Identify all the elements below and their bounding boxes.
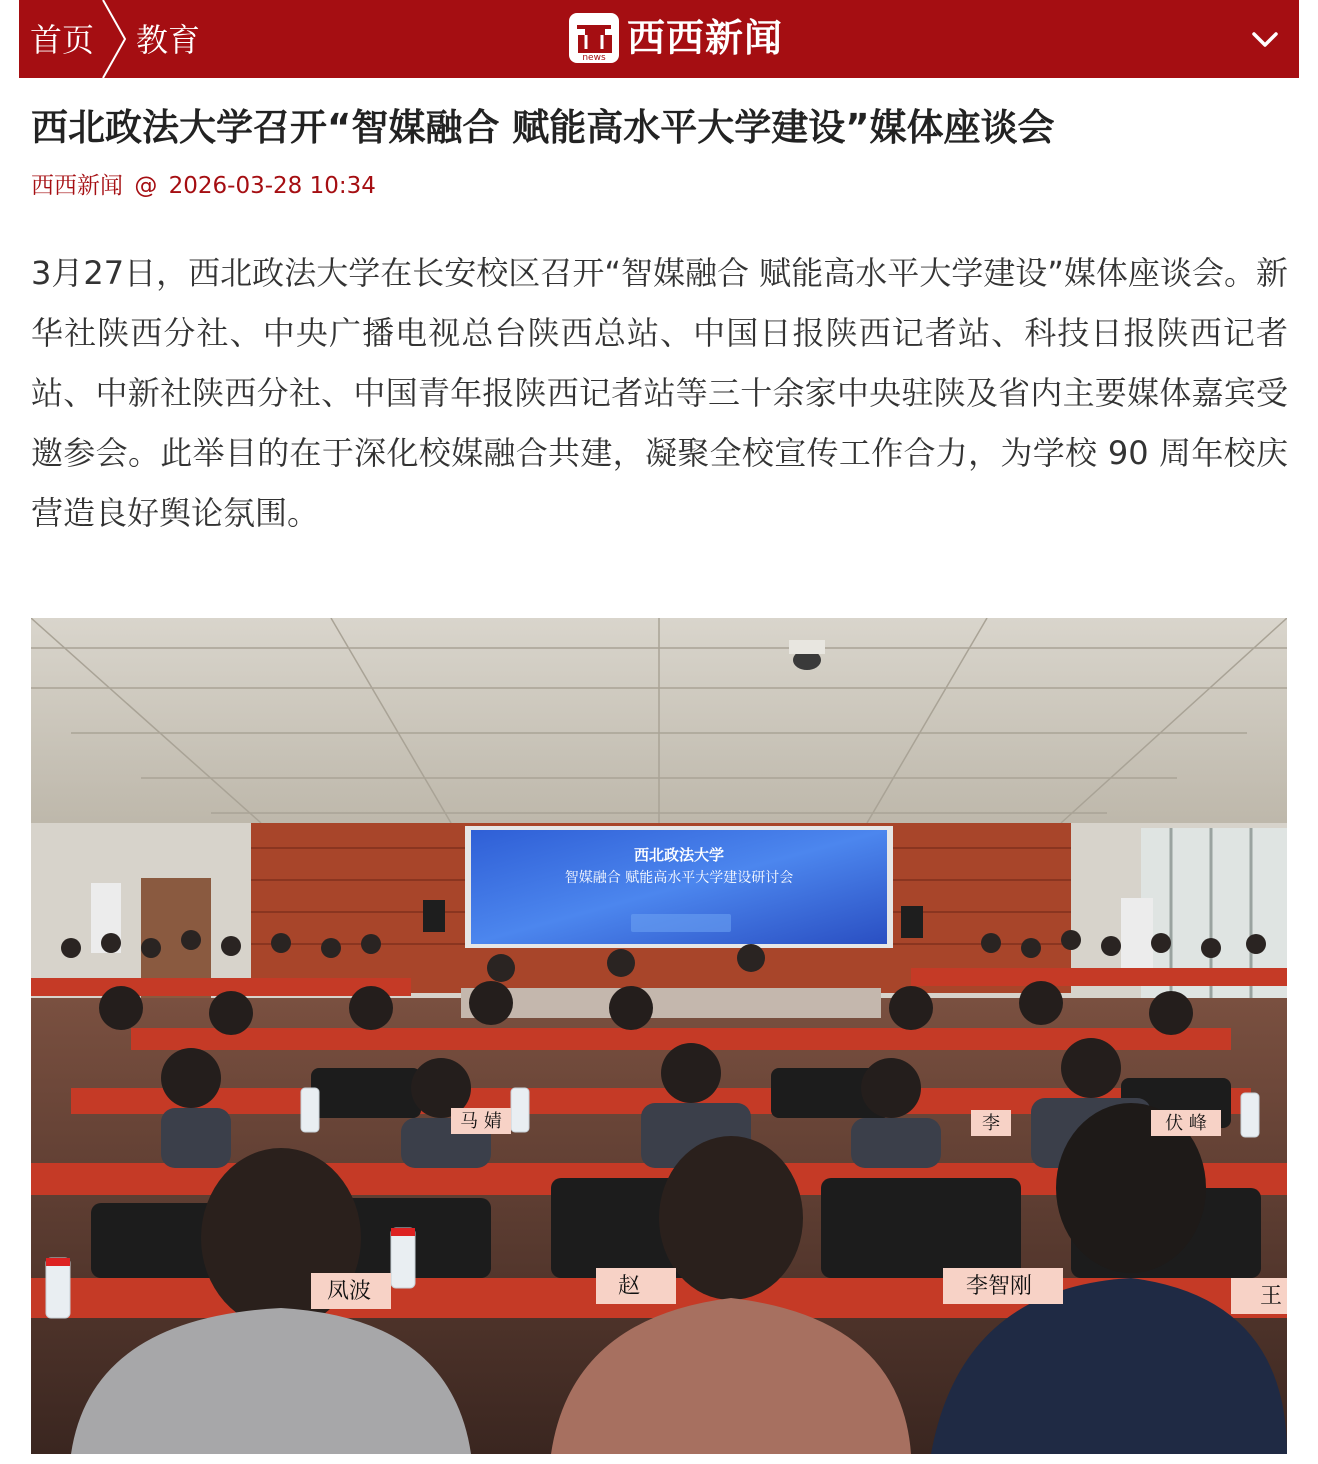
article-meta [31, 170, 376, 202]
article-source: 西西新闻 [31, 173, 123, 199]
chevron-down-icon[interactable] [1245, 22, 1285, 58]
logo-sub-text: news [582, 53, 606, 63]
breadcrumb-separator-icon [99, 0, 131, 78]
breadcrumb-category-link[interactable]: 教育 [136, 21, 201, 59]
nameplate-2: 李 [982, 1113, 1000, 1134]
conference-photo-illustration [31, 618, 1287, 1454]
xixi-news-logo-icon [569, 13, 619, 63]
top-navigation-bar [19, 0, 1299, 78]
nameplate-4: 凤波 [326, 1279, 372, 1304]
screen-line-2: 智媒融合 赋能高水平大学建设研讨会 [564, 870, 794, 886]
breadcrumb-home-link[interactable]: 首页 [30, 21, 95, 59]
screen-line-1: 西北政法大学 [633, 846, 725, 864]
nameplate-7: 王 [1259, 1284, 1283, 1309]
nameplate-1: 马 婧 [460, 1111, 502, 1132]
article-title: 西北政法大学召开“智媒融合 赋能高水平大学建设”媒体座谈会 [31, 106, 1055, 149]
article-datetime: 2026-03-28 10:34 [168, 173, 376, 199]
meta-separator: @ [134, 173, 158, 199]
article-photo [31, 618, 1287, 1454]
nameplate-3: 伏 峰 [1165, 1113, 1207, 1134]
article-body: 3月27日，西北政法大学在长安校区召开“智媒融合 赋能高水平大学建设”媒体座谈会。新华社陕西分社、中央广播电视总台陕西总站、中国日报陕西记者站、科技日报陕西记者站、中新社陕西分社、中国青年报陕西记者站等三十余家中央驻陕及省内主要媒体嘉宾受邀参会。此举目的在于深化校媒融合共建，凝聚全校宣传工作合力，为学校 90 周年校庆营造良好舆论氛围。 [31, 254, 1288, 532]
nameplate-6: 李智刚 [965, 1274, 1033, 1299]
nameplate-5: 赵 [617, 1274, 641, 1299]
brand-name: 西西新闻 [627, 15, 784, 60]
brand-logo-link[interactable] [569, 12, 783, 64]
